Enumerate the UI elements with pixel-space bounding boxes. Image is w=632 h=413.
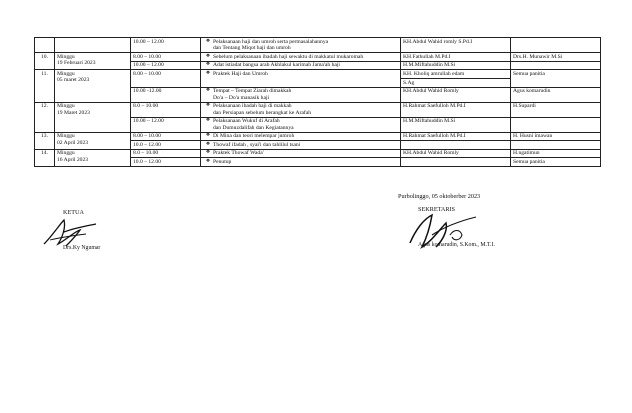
diamond-bullet-icon: ❖ (205, 53, 211, 59)
session-speaker (401, 70, 511, 88)
session-day-line: 02 April 2023 (57, 139, 89, 146)
session-time: 10.00 -12.00 (131, 87, 201, 102)
session-day-line: 19 Februari 2023 (57, 60, 96, 66)
activity-line: Thowaf ifadah , syai'i dan tahlilul tsani (213, 141, 301, 148)
session-time: 8.00 – 10.00 (131, 70, 201, 88)
session-speaker (401, 117, 511, 132)
diamond-bullet-icon: ❖ (205, 38, 211, 44)
activity-line: Tempat – Tempat Ziarah dimakkah (213, 88, 292, 95)
session-time: 8.0 – 10.00 (131, 149, 201, 158)
session-number (35, 38, 55, 53)
session-number: 12. (35, 102, 55, 132)
activity-line: Pelaksanaan Wukuf di Arafah (213, 118, 280, 125)
table-row (35, 70, 601, 88)
schedule-table (34, 37, 601, 167)
session-day-line: Minggu (57, 150, 75, 157)
activity-line: Do'a – Do'a manasik haji (213, 94, 270, 101)
session-facilitator (511, 61, 601, 70)
place-date: Purbolinggo, 05 oktoberber 2023 (398, 193, 481, 200)
session-activity (201, 141, 401, 150)
session-day-line: 19 Maret 2023 (57, 109, 90, 116)
session-number: 13. (35, 132, 55, 149)
session-activity (201, 158, 401, 167)
activity-line: Penutup (213, 159, 232, 166)
activity-line: dan Dumuzdalifah dan Kegiatannya (213, 124, 294, 131)
session-facilitator: H. Husni imawan (511, 132, 601, 141)
session-day-line: 05 maret 2023 (57, 77, 90, 84)
diamond-bullet-icon: ❖ (205, 141, 211, 147)
speaker-name: H.M.Miftahuddin M.Si (403, 118, 456, 125)
session-day (55, 132, 131, 149)
activity-line: Adat istiadat bangsa arab Akhlakul karimah Jama'ah haji (213, 62, 340, 69)
activity-line: dan Tentang Miqot haji dan umroh (213, 45, 291, 51)
session-time: 8.00 – 10.00 (131, 132, 201, 141)
table-row (35, 53, 601, 62)
diamond-bullet-icon: ❖ (205, 133, 211, 139)
diamond-bullet-icon: ❖ (205, 62, 211, 68)
session-speaker (401, 158, 511, 167)
session-facilitator: Agus komarudin (511, 87, 601, 102)
activity-line: Pelaksanaan ibadah haji di makkah (213, 103, 292, 110)
session-activity (201, 38, 401, 53)
session-facilitator: H.Supardi (511, 102, 601, 117)
diamond-bullet-icon: ❖ (205, 118, 211, 124)
session-speaker (401, 141, 511, 150)
chairman-name: Drs.Ky Ngumar (63, 245, 101, 251)
chairman-role: KETUA (63, 209, 84, 216)
session-day-line: Minggu (57, 103, 75, 110)
session-facilitator (511, 141, 601, 150)
session-facilitator: Semua panitia (511, 70, 601, 88)
table-row (35, 38, 601, 53)
session-speaker (401, 61, 511, 70)
session-day-line: Minggu (57, 70, 75, 77)
session-day-line: Minggu (57, 53, 75, 60)
table-row (35, 149, 601, 158)
session-activity (201, 70, 401, 88)
session-facilitator: Semua panitia (511, 158, 601, 167)
session-time: 10.00 – 12.00 (131, 38, 201, 53)
session-time: 10.00 – 12.00 (131, 117, 201, 132)
session-activity (201, 117, 401, 132)
session-day (55, 102, 131, 132)
session-day-line: 16 April 2023 (57, 156, 89, 163)
session-time: 10.0 – 12.00 (131, 141, 201, 150)
diamond-bullet-icon: ❖ (205, 150, 211, 156)
table-row (35, 132, 601, 141)
table-row (35, 102, 601, 117)
session-speaker (401, 132, 511, 141)
session-activity (201, 102, 401, 117)
speaker-name: KH. Kholiq amrullah edam (403, 70, 465, 77)
session-facilitator: Drs.H. Munawir M.Si (511, 53, 601, 62)
speaker-name-cont: S.Ag (401, 78, 510, 86)
diamond-bullet-icon: ❖ (205, 88, 211, 94)
session-time: 8.0 – 10.00 (131, 102, 201, 117)
speaker-name: KH.Abdul Wahid Romly (403, 88, 459, 95)
session-day-line: Minggu (57, 133, 75, 140)
activity-line: Sebelum pelaksanaan ibadah haji sewaktu di makkatul mukaromah (213, 53, 364, 60)
session-speaker (401, 102, 511, 117)
session-number: 14. (35, 149, 55, 166)
session-day (55, 38, 131, 53)
session-speaker (401, 149, 511, 158)
speaker-name: KH.Fathullah M.Pd.I (403, 53, 451, 60)
diamond-bullet-icon: ❖ (205, 70, 211, 76)
secretary-name: Agus komarudin, S.Kom., M.T.I. (418, 242, 495, 248)
session-activity (201, 87, 401, 102)
session-facilitator: H.ngatimun (511, 149, 601, 158)
session-speaker (401, 53, 511, 62)
session-speaker (401, 87, 511, 102)
session-speaker (401, 38, 511, 53)
activity-line: Di Mina dan teori melempar jumroh (213, 133, 295, 140)
session-facilitator (511, 38, 601, 53)
session-number: 11. (35, 70, 55, 103)
session-time: 8.00 – 10.00 (131, 53, 201, 62)
session-activity (201, 132, 401, 141)
session-day (55, 149, 131, 166)
session-day (55, 70, 131, 103)
session-number: 10. (35, 53, 55, 70)
session-activity (201, 149, 401, 158)
activity-line: Praktek Thowaf Wada' (213, 150, 264, 157)
session-facilitator (511, 117, 601, 132)
activity-line: Praktek Haji dan Umroh (213, 70, 268, 77)
session-day (55, 53, 131, 70)
secretary-role: SEKRETARIS (418, 206, 455, 213)
diamond-bullet-icon: ❖ (205, 159, 211, 165)
speaker-name: KH.Abdul Wahid Romly (403, 150, 459, 157)
speaker-name: H.M.Miftahuddin M.Si (403, 62, 456, 69)
session-activity (201, 61, 401, 70)
diamond-bullet-icon: ❖ (205, 103, 211, 109)
speaker-name: KH.Abdul Wahid romly S.Pd.I (403, 38, 473, 45)
session-time: 10.00 – 12.00 (131, 61, 201, 70)
session-time: 10.0 – 12.00 (131, 158, 201, 167)
activity-line: Pelaksanaan haji dan umroh serta permasalahannya (213, 38, 329, 45)
activity-line: dan Persiapan sebelum berangkat ke Arafah (213, 109, 312, 116)
speaker-name: H.Rahmat Saefulloh M.Pd.I (403, 103, 466, 110)
session-activity (201, 53, 401, 62)
speaker-name: H.Rahmat Saefulloh M.Pd.I (403, 133, 466, 140)
